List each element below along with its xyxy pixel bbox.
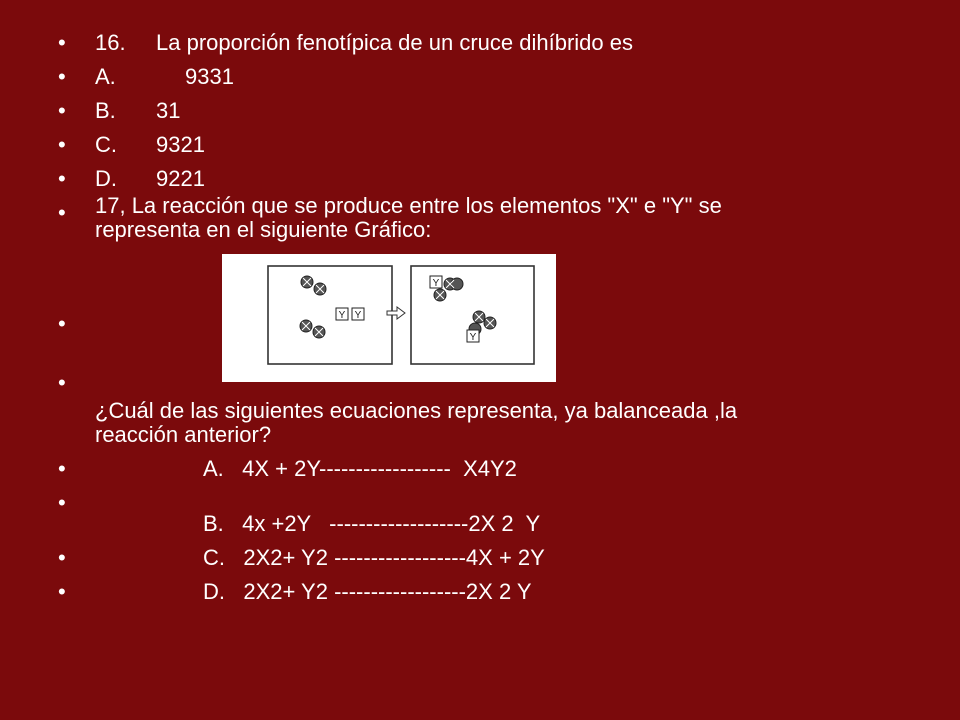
answer-a-letter: A. [95, 64, 116, 89]
option-a: A. 4X + 2Y------------------ X4Y2 [203, 456, 517, 481]
answer-b-letter: B. [95, 98, 116, 123]
answer-d-letter: D. [95, 166, 117, 191]
x2-molecule-bottom [300, 320, 325, 338]
answer-b-text: 31 [156, 98, 181, 123]
arrow-icon [387, 307, 405, 319]
reaction-diagram [222, 254, 556, 382]
bullet: • [58, 370, 66, 395]
bullet: • [58, 200, 66, 225]
bullet: • [58, 166, 66, 191]
question-17-line2: representa en el siguiente Gráfico: [95, 217, 432, 242]
reactants-box [268, 266, 392, 364]
question-17-line1: 17, La reacción que se produce entre los elementos "X" e "Y" se [95, 193, 722, 218]
y-label: Y [432, 278, 440, 289]
bullet: • [58, 64, 66, 89]
answer-a-text: 9331 [185, 64, 234, 89]
answer-c-text: 9321 [156, 132, 205, 157]
bullet: • [58, 98, 66, 123]
answer-c-letter: C. [95, 132, 117, 157]
option-d: D. 2X2+ Y2 ------------------2X 2 Y [203, 579, 532, 604]
bullet: • [58, 490, 66, 515]
question-16-text: La proporción fenotípica de un cruce dihíbrido es [156, 30, 633, 55]
option-b: B. 4x +2Y -------------------2X 2 Y [203, 511, 541, 536]
question-line1: ¿Cuál de las siguientes ecuaciones representa, ya balanceada ,la [95, 398, 738, 423]
question-line2: reacción anterior? [95, 422, 272, 447]
bullet: • [58, 311, 66, 336]
y-label: Y [338, 310, 346, 321]
answer-d-text: 9221 [156, 166, 205, 191]
y-label: Y [354, 310, 362, 321]
question-16-number: 16. [95, 30, 126, 55]
option-c: C. 2X2+ Y2 ------------------4X + 2Y [203, 545, 545, 570]
y-label: Y [469, 332, 477, 343]
products-box [411, 266, 534, 364]
reaction-figure [222, 254, 556, 382]
bullet: • [58, 545, 66, 570]
bullet: • [58, 132, 66, 157]
bullet: • [58, 579, 66, 604]
bullet: • [58, 30, 66, 55]
x2-molecule-top [301, 276, 326, 295]
bullet: • [58, 456, 66, 481]
